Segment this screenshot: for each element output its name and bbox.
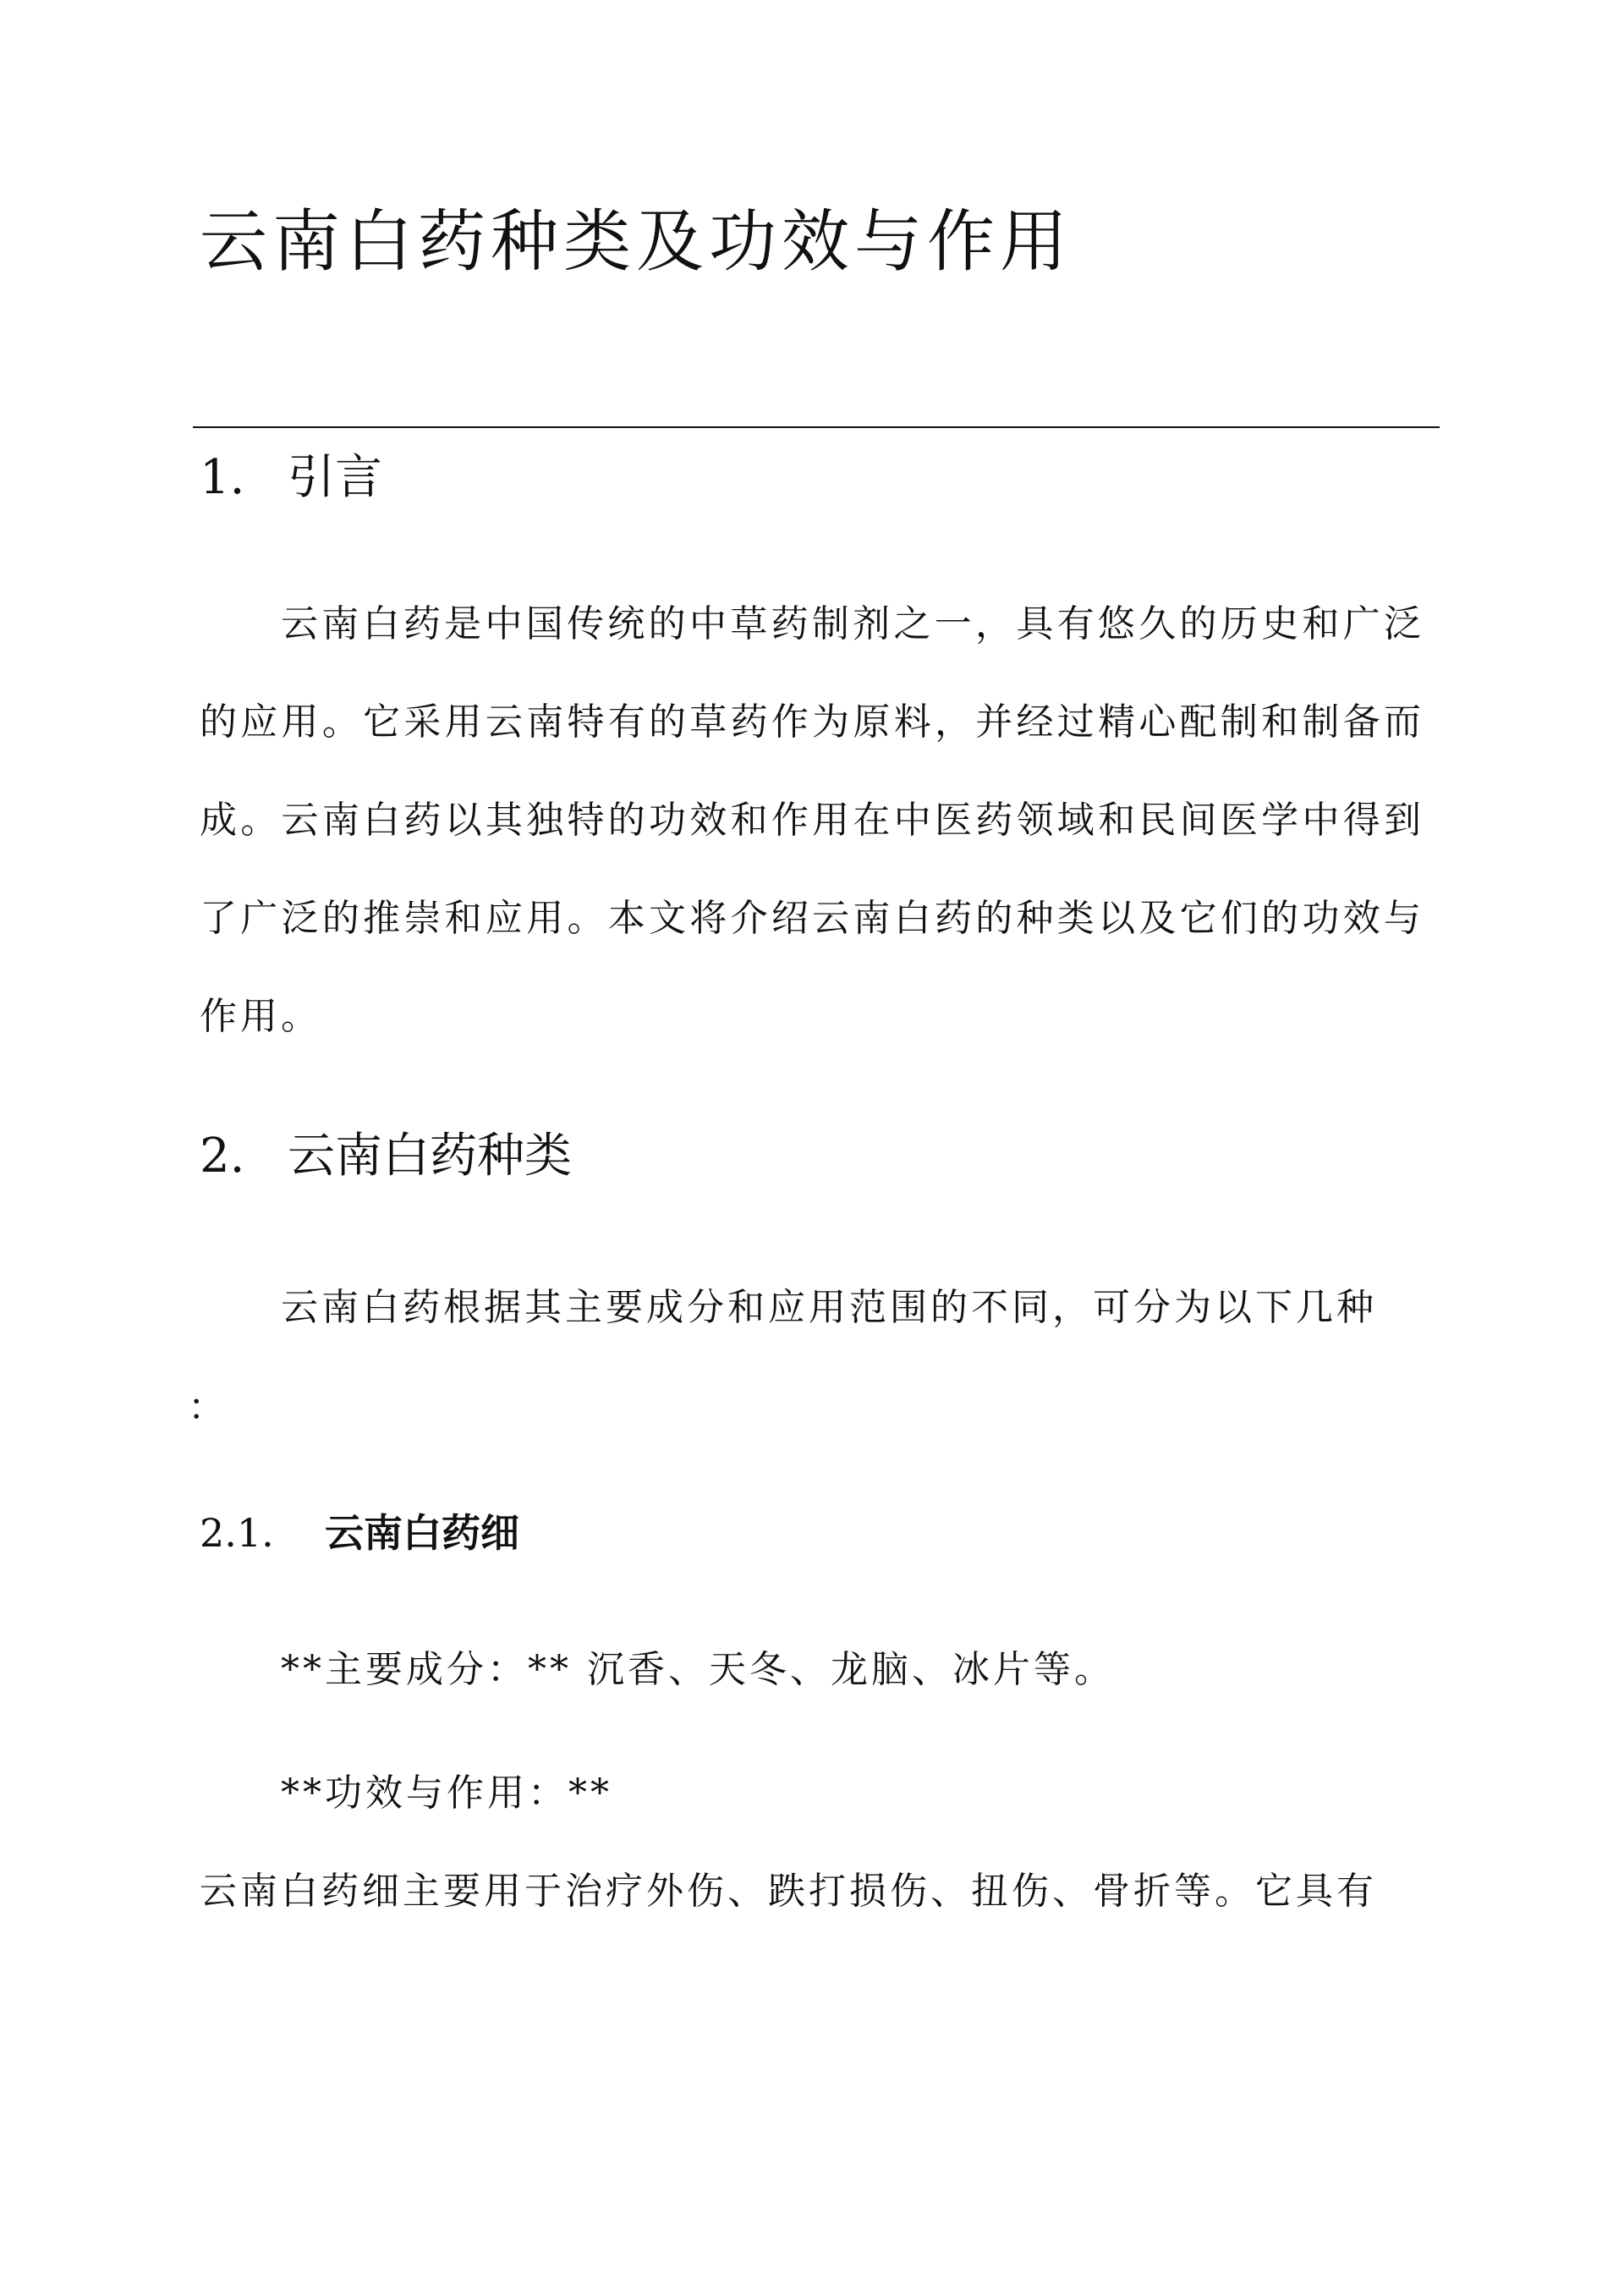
subsection-2-1-number: 2.1. xyxy=(200,1510,274,1556)
section-1-heading xyxy=(200,448,382,508)
subsection-2-1-title: 云南白药细 xyxy=(325,1510,519,1556)
subsection-2-1-heading xyxy=(200,1508,519,1558)
effects-label: **功效与作用：** xyxy=(281,1771,612,1815)
section-2-number: 2. xyxy=(200,1129,245,1184)
section-2-heading xyxy=(200,1127,572,1186)
section-1-number: 1. xyxy=(200,450,245,505)
effects-text: 云南白药细主要用于治疗外伤、跌打损伤、扭伤、骨折等。它具有 xyxy=(200,1870,1377,1913)
section-1-paragraph: 云南白药是中国传统的中草药制剂之一，具有悠久的历史和广泛的应用。它采用云南特有的草药作为原料，并经过精心配制和制备而成。云南白药以其独特的功效和作用在中医药领域和民间医学中得到了广泛的推崇和应用。本文将介绍云南白药的种类以及它们的功效与作用。 xyxy=(200,602,1424,1038)
section-2-paragraph-line-2: ： xyxy=(188,1386,228,1429)
ingredients-label: **主要成分：** xyxy=(281,1648,572,1691)
section-1-title: 引言 xyxy=(288,450,382,505)
section-2-title: 云南白药种类 xyxy=(288,1129,572,1184)
ingredients-list: 沉香、天冬、龙脑、冰片等。 xyxy=(587,1648,1115,1691)
document-title: 云南白药种类及功效与作用 xyxy=(200,202,1073,281)
section-2-paragraph-line-1: 云南白药根据其主要成分和应用范围的不同，可分为以下几种 xyxy=(281,1286,1377,1329)
title-divider xyxy=(193,426,1440,428)
ingredients-line xyxy=(281,1645,1115,1695)
